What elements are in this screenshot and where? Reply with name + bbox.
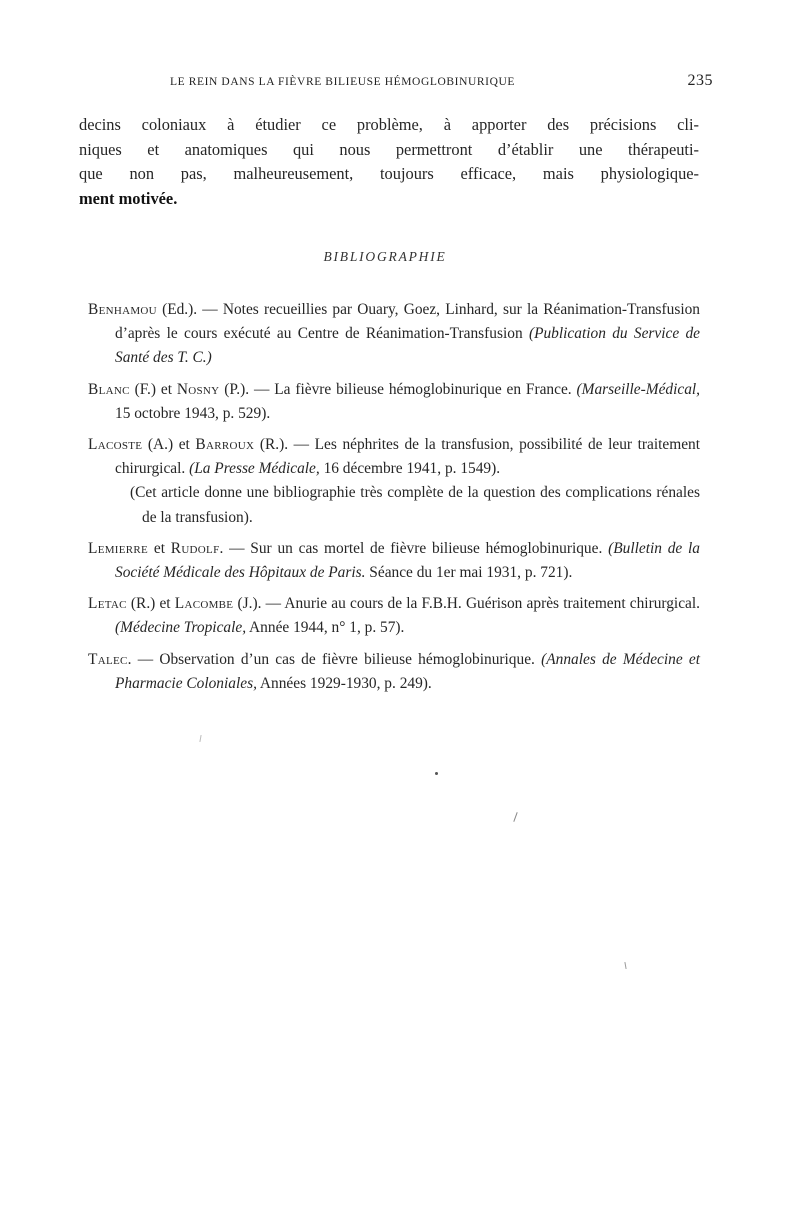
body-line: que non pas, malheureusement, toujours efficace, mais physiologique- [79,164,699,183]
reference-author: Benhamou [88,301,157,318]
reference-author: Lacoste [88,436,143,454]
reference-author: Lacombe [174,595,234,613]
reference-author: Rudolf [170,539,220,557]
reference-author-initials: (F.) et [129,380,177,398]
reference-source: (Bulletin de la Société Médicale des Hôpitaux de Paris. [115,539,701,582]
reference-entry [88,298,700,371]
reference-author: Letac [88,595,127,613]
running-header [170,72,713,94]
reference-text: Les néphrites de la transfusion, possibilité de leur traitement chirurgical. [115,436,700,478]
reference-text: La fièvre bilieuse hémoglobinurique en France. [274,380,577,398]
reference-author-initials: . — [127,650,160,668]
reference-author-initials: (P.). — [219,380,275,398]
reference-details: Séance du 1er mai 1931, p. 721). [365,564,573,582]
reference-entry [88,592,700,640]
reference-source: (Médecine Tropicale, [115,619,247,637]
reference-details: 15 octobre 1943, p. 529). [115,404,271,422]
ink-speck [435,772,438,775]
reference-author-initials: (Ed.). — [156,301,223,318]
reference-author: Talec [88,650,128,668]
reference-author-initials: (J.). — [233,595,285,613]
reference-details: Année 1944, n° 1, p. 57). [246,619,405,637]
reference-author-initials: (A.) et [142,436,196,454]
reference-entry [88,433,700,530]
reference-text: Anurie au cours de la F.B.H. Guérison après traitement chirurgical. [284,595,700,613]
running-head-title: LE REIN DANS LA FIÈVRE BILIEUSE HÉMOGLOBINURIQUE [170,76,516,88]
reference-text: Sur un cas mortel de fièvre bilieuse hémoglobinurique. [250,539,609,557]
ink-speck [199,735,201,742]
body-paragraph [79,113,699,211]
ink-speck [624,962,626,969]
reference-author: Lemierre [88,539,149,557]
reference-note: (Cet article donne une bibliographie très complète de la question des complications rénales de la transfusion). [130,484,700,526]
reference-entry [88,537,700,585]
reference-details: 16 décembre 1941, p. 1549). [319,460,501,478]
reference-author-initials: . — [219,539,251,557]
reference-author-initials: (R.) et [126,595,175,613]
reference-source: (Marseille-Médical, [576,380,701,398]
reference-entry [88,648,700,696]
reference-author-initials: et [148,539,171,557]
bibliography-list [88,298,700,703]
reference-source: (Publication du Service de Santé des T. C.) [115,325,700,367]
reference-text: Observation d’un cas de fièvre bilieuse hémoglobinurique. [159,650,542,668]
body-line: ment motivée. [79,188,178,208]
reference-source: (La Presse Médicale, [189,460,320,478]
reference-entry [88,378,700,426]
reference-author: Nosny [176,380,220,398]
reference-text: Notes recueillies par Ouary, Goez, Linhard, sur la Réanimation-Transfusion d’après le cours exécuté au Centre de Réanimation-Transfusion [115,301,700,343]
reference-source: (Annales de Médecine et Pharmacie Coloniales, [115,650,701,692]
body-line: decins coloniaux à étudier ce problème, à apporter des précisions cli- [79,115,699,134]
reference-details: Années 1929-1930, p. 249). [256,674,432,692]
reference-author-initials: (R.). — [254,436,315,454]
body-line: niques et anatomiques qui nous permettront d’établir une thérapeuti- [79,139,699,159]
bibliography-title: BIBLIOGRAPHIE [323,249,447,264]
page-number: 235 [687,72,713,89]
reference-author: Blanc [88,380,130,398]
ink-speck [513,812,517,822]
reference-author: Barroux [195,436,255,454]
